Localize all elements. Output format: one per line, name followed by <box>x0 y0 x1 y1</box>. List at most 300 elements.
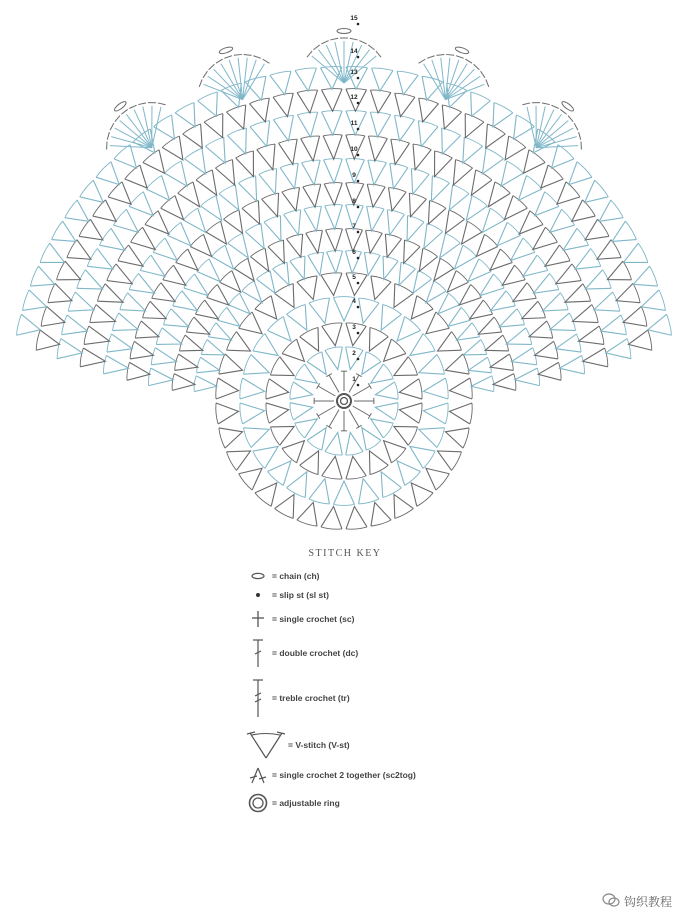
circle-round-2-chain <box>295 364 305 379</box>
fan-row-14 <box>30 266 54 286</box>
fan-row-14-chain <box>516 115 534 127</box>
row-number-10: 10 <box>350 146 358 153</box>
fan-row-11 <box>368 136 387 161</box>
fan-row-10 <box>523 255 548 276</box>
fan-row-6-chain <box>461 307 470 320</box>
fan-row-9 <box>428 201 446 225</box>
scallop-4-stitch <box>445 69 474 99</box>
fan-row-7-chain <box>286 234 302 239</box>
fan-row-14-chain <box>667 314 672 335</box>
fan-row-6 <box>197 357 220 372</box>
fan-row-7 <box>251 248 269 271</box>
fan-row-12 <box>550 209 575 232</box>
fan-row-13-chain <box>67 240 77 258</box>
fan-row-13 <box>395 93 415 116</box>
fan-row-6 <box>273 262 290 285</box>
fan-row-9-chain <box>514 265 525 280</box>
fan-row-9 <box>324 183 342 205</box>
fan-row-10 <box>534 273 559 293</box>
fan-row-9-chain <box>282 188 300 192</box>
scallop-5-stitch-top <box>551 105 558 108</box>
circle-round-3-chain <box>300 327 318 336</box>
fan-row-13-chain <box>41 306 47 326</box>
fan-row-9-chain <box>389 188 407 192</box>
fan-row-7-chain <box>234 258 248 268</box>
fan-row-7-chain <box>483 300 492 314</box>
fan-row-14-chain <box>659 290 665 310</box>
fan-row-13-chain <box>648 330 652 350</box>
fan-row-7 <box>485 335 508 351</box>
fan-row-7-chain <box>514 374 516 391</box>
scallop-1-stitch-top <box>129 105 136 108</box>
row-number-2: 2 <box>352 350 356 357</box>
fan-row-10-chain <box>259 169 277 175</box>
circle-round-4 <box>240 378 265 399</box>
fan-row-8 <box>511 348 536 365</box>
circle-round-3-chain <box>270 357 279 375</box>
scallop-2-stitch-top <box>199 79 202 86</box>
circle-round-4-chain <box>423 451 435 468</box>
fan-row-11 <box>161 196 184 220</box>
fan-row-10 <box>431 176 449 202</box>
fan-row-8 <box>454 245 476 269</box>
fan-row-10 <box>324 159 343 183</box>
fan-row-6 <box>308 252 324 275</box>
fan-row-7-chain <box>251 248 266 256</box>
fan-row-10-chain <box>523 238 535 252</box>
fan-row-10-chain <box>168 222 181 235</box>
key-row-treble-crochet <box>244 678 350 718</box>
scallop-2-stitch-top <box>224 56 232 59</box>
fan-row-9 <box>127 362 150 380</box>
fan-row-12-chain <box>77 270 86 289</box>
fan-row-14 <box>397 71 418 94</box>
scallop-5-stitch <box>527 107 536 148</box>
fan-row-7 <box>346 229 363 251</box>
fan-row-13 <box>370 90 390 113</box>
fan-row-10 <box>183 208 205 232</box>
fan-row-13-chain <box>419 98 439 104</box>
fan-row-9-chain <box>527 283 536 299</box>
slip-stitch-marker <box>357 231 360 234</box>
fan-row-7 <box>490 354 513 370</box>
fan-row-6-chain <box>308 252 324 255</box>
circle-round-2 <box>290 382 313 399</box>
fan-row-10-chain <box>582 356 585 374</box>
scallop-3-stitch-top <box>330 38 338 40</box>
circle-round-5 <box>321 506 342 528</box>
circle-round-5 <box>346 506 367 528</box>
circle-round-2 <box>375 382 398 399</box>
fan-row-9 <box>206 221 226 244</box>
fan-row-10 <box>201 196 222 221</box>
fan-row-10 <box>368 160 386 185</box>
fan-row-8 <box>149 368 174 386</box>
circle-round-5-chain <box>321 273 342 275</box>
fan-row-12-chain <box>627 339 631 359</box>
fan-row-11-chain <box>605 348 608 367</box>
fan-row-12-chain <box>562 209 575 225</box>
fan-row-12 <box>606 339 631 359</box>
fan-row-12 <box>563 228 588 250</box>
scallop-3-stitch-top <box>307 51 312 57</box>
circle-round-5 <box>219 354 243 374</box>
fan-row-10 <box>497 222 520 245</box>
circle-round-3-chain <box>282 339 297 354</box>
fan-row-8 <box>212 245 234 269</box>
circle-round-5-chain <box>452 332 462 351</box>
fan-row-11 <box>391 139 410 164</box>
fan-row-6-chain <box>197 357 201 372</box>
scallop-1-stitch-top <box>121 109 127 114</box>
fan-row-11-chain <box>495 182 510 193</box>
row-number-15: 15 <box>350 15 358 22</box>
fan-row-12-chain <box>68 292 75 311</box>
circle-round-4-chain <box>423 334 435 351</box>
fan-row-10 <box>280 163 298 188</box>
circle-round-5-chain <box>216 403 218 424</box>
fan-row-8 <box>515 368 540 386</box>
circle-round-2-chain <box>366 440 381 450</box>
scallop-4-stitch-top <box>465 59 472 63</box>
circle-round-3-chain <box>266 403 269 423</box>
fan-row-10-chain <box>453 185 469 194</box>
fan-row-12 <box>297 112 317 137</box>
circle-round-5-chain <box>239 474 252 490</box>
fan-row-8-chain <box>148 368 150 386</box>
fan-row-6-chain <box>418 271 431 280</box>
slip-stitch-marker <box>357 56 360 59</box>
fan-row-11 <box>573 305 599 323</box>
fan-row-8-chain <box>173 291 182 306</box>
fan-row-8 <box>151 348 176 365</box>
scallop-3-chain <box>337 29 351 34</box>
fan-row-8-chain <box>156 328 162 345</box>
circle-round-4-chain <box>240 403 243 424</box>
slip-stitch-marker <box>357 306 360 309</box>
circle-round-3 <box>399 403 422 423</box>
circle-round-5-chain <box>452 452 462 471</box>
fan-row-9-chain <box>559 362 562 380</box>
scallop-2-stitch-top <box>244 54 252 55</box>
fan-row-12 <box>99 228 124 250</box>
fan-row-14-chain <box>577 162 592 177</box>
fan-row-9 <box>135 321 159 338</box>
fan-row-8 <box>506 328 531 345</box>
fan-row-13 <box>41 306 65 326</box>
round-1-stitch <box>329 410 339 427</box>
fan-row-12-chain <box>273 115 293 119</box>
fan-row-13-chain <box>509 136 526 147</box>
fan-row-8 <box>480 274 504 296</box>
fan-row-6 <box>399 262 416 285</box>
fan-row-6 <box>327 251 343 273</box>
fan-row-6 <box>438 293 459 314</box>
fan-row-10-chain <box>107 334 111 352</box>
fan-row-13 <box>297 90 317 113</box>
circle-round-5-chain <box>470 403 472 424</box>
circle-round-4 <box>268 317 291 342</box>
fan-row-6 <box>257 271 275 294</box>
scallop-4-stitch-top <box>419 59 426 63</box>
circle-round-3-chain <box>419 403 422 423</box>
row-number-11: 11 <box>350 120 358 127</box>
scallop-2-chain <box>219 46 234 55</box>
fan-row-14-chain <box>397 71 418 75</box>
fan-row-10-chain <box>390 163 408 167</box>
fan-row-9-chain <box>554 341 558 359</box>
scallop-5-stitch-top <box>522 103 530 105</box>
circle-round-3 <box>346 323 366 346</box>
fan-row-13 <box>226 105 245 129</box>
circle-round-5-chain <box>417 296 433 309</box>
scallop-3-stitch-top <box>350 38 358 40</box>
row-number-6: 6 <box>352 249 356 256</box>
key-label-adjustable-ring: = adjustable ring <box>272 798 340 808</box>
fan-row-13 <box>616 283 640 302</box>
scallop-1-stitch <box>152 107 161 148</box>
fan-row-10-chain <box>537 255 548 270</box>
key-label-double-crochet: = double crochet (dc) <box>272 648 359 658</box>
circle-round-3 <box>282 339 304 361</box>
circle-round-5-chain <box>463 428 469 448</box>
slip-stitch-marker <box>357 206 360 209</box>
circle-round-4-chain <box>333 504 354 505</box>
fan-row-13-chain <box>633 283 640 302</box>
circle-round-5 <box>321 273 342 295</box>
fan-row-9-chain <box>127 362 130 380</box>
scallop-3-stitch-top <box>359 41 366 44</box>
circle-round-3 <box>322 456 342 479</box>
fan-row-13 <box>36 330 59 350</box>
circle-round-2-chain <box>290 382 294 399</box>
fan-row-9-chain <box>152 283 161 299</box>
single-crochet-icon <box>244 610 272 628</box>
fan-row-6 <box>468 357 491 372</box>
key-row-sc2tog <box>244 766 416 784</box>
fan-row-10-chain <box>183 208 197 220</box>
fan-row-9 <box>152 283 175 302</box>
circle-round-5-chain <box>227 452 237 471</box>
fan-row-13-chain <box>273 93 293 97</box>
circle-round-5 <box>297 502 317 526</box>
fan-row-12 <box>418 121 438 147</box>
circle-round-3-chain <box>266 379 269 399</box>
key-row-single-crochet <box>244 610 354 628</box>
fan-row-13-chain <box>48 283 55 302</box>
circle-round-2 <box>346 432 363 455</box>
fan-row-6 <box>194 376 217 392</box>
fan-row-9-chain <box>409 193 426 199</box>
scallop-1-stitch-top <box>107 132 109 140</box>
fan-row-12-chain <box>526 176 541 189</box>
scallop-2-stitch-top <box>263 59 270 63</box>
circle-round-3-chain <box>300 465 318 474</box>
round-1-stitch-top <box>356 425 361 428</box>
circle-round-4 <box>268 461 291 486</box>
fan-row-14-chain <box>471 92 491 101</box>
fan-row-11 <box>583 348 608 367</box>
circle-round-5-chain <box>275 284 294 294</box>
fan-row-7 <box>306 230 323 253</box>
slip-stitch-icon <box>244 590 272 600</box>
fan-row-9 <box>163 265 186 285</box>
fan-row-10 <box>129 273 154 293</box>
scallop-5-stitch-top <box>568 116 573 122</box>
fan-row-13-chain <box>108 182 122 197</box>
circle-round-5-chain <box>219 428 225 448</box>
fan-row-10 <box>168 222 191 245</box>
key-label-single-crochet: = single crochet (sc) <box>272 614 355 624</box>
fan-row-6 <box>471 376 494 392</box>
row-number-5: 5 <box>352 274 356 281</box>
slip-stitch-marker <box>357 77 360 80</box>
circle-round-4 <box>397 461 420 486</box>
fan-row-12 <box>205 137 225 163</box>
circle-round-5 <box>219 428 243 448</box>
fan-row-8-chain <box>533 348 537 365</box>
fan-row-10-chain <box>103 356 106 374</box>
fan-row-14-chain <box>625 221 636 239</box>
key-row-v-stitch <box>244 730 350 760</box>
fan-row-12-chain <box>113 209 126 225</box>
fan-row-12 <box>463 137 483 163</box>
row-number-12: 12 <box>350 94 358 101</box>
fan-row-9-chain <box>130 341 134 359</box>
fan-row-14 <box>641 290 665 310</box>
circle-round-4 <box>333 481 354 504</box>
fan-row-9 <box>409 193 426 217</box>
fan-row-12-chain <box>591 248 601 266</box>
circle-round-5 <box>346 273 367 295</box>
fan-row-12-chain <box>205 137 223 146</box>
fan-row-14-chain <box>611 200 623 218</box>
scallop-3-stitch-top <box>313 45 319 50</box>
key-label-v-stitch: = V-stitch (V-st) <box>288 740 350 750</box>
circle-round-4-chain <box>244 428 251 448</box>
fan-row-11-chain <box>476 170 492 180</box>
fan-row-6 <box>201 340 224 355</box>
fan-row-13-chain <box>611 240 621 258</box>
fan-row-12 <box>250 121 270 147</box>
fan-row-6-chain <box>290 256 305 261</box>
circle-round-3-chain <box>391 448 406 463</box>
fan-row-9-chain <box>367 184 385 187</box>
slip-stitch-marker <box>357 128 360 131</box>
fan-row-13-chain <box>529 150 545 163</box>
fan-row-13-chain <box>162 136 179 147</box>
circle-round-2-chain <box>383 423 393 438</box>
adjustable-ring-icon <box>244 792 272 814</box>
fan-row-13 <box>442 105 461 129</box>
circle-round-5-chain <box>219 354 225 374</box>
fan-row-8-chain <box>463 245 477 256</box>
scallop-5-stitch-top <box>542 103 550 105</box>
fan-row-14-chain <box>295 68 316 71</box>
fan-row-6-chain <box>242 281 254 291</box>
fan-row-7-chain <box>494 317 502 332</box>
fan-row-13 <box>273 93 293 116</box>
scallop-3-stitch-top <box>368 45 374 50</box>
fan-row-10-chain <box>302 160 320 163</box>
fan-row-10 <box>560 356 585 374</box>
fan-row-10 <box>219 185 239 210</box>
fan-row-14-chain <box>372 68 393 71</box>
fan-row-14-chain <box>17 314 22 335</box>
fan-row-13-chain <box>487 124 505 134</box>
scallop-5-stitch-top <box>560 109 566 114</box>
fan-row-6 <box>413 271 431 294</box>
fan-row-8 <box>156 328 181 345</box>
scallop-3-stitch-top <box>321 41 328 44</box>
circle-round-5 <box>445 354 469 374</box>
circle-round-5-chain <box>470 378 472 399</box>
key-label-sc2tog: = single crochet 2 together (sc2tog) <box>272 770 416 780</box>
fan-row-11 <box>301 136 320 161</box>
fan-row-7-chain <box>440 258 454 268</box>
circle-round-4 <box>423 403 448 424</box>
fan-row-12-chain <box>395 115 415 119</box>
circle-round-5-chain <box>255 493 271 506</box>
fan-row-13 <box>48 283 72 302</box>
circle-round-4 <box>240 403 265 424</box>
fan-row-6-chain <box>218 307 227 320</box>
fan-row-7 <box>196 300 219 319</box>
fan-row-9-chain <box>190 234 203 246</box>
fan-row-10 <box>259 169 277 195</box>
fan-row-8-chain <box>446 233 461 243</box>
fan-row-12-chain <box>165 161 182 173</box>
fan-row-8-chain <box>387 210 404 215</box>
fan-row-7 <box>220 271 241 293</box>
treble-crochet-icon <box>244 678 272 718</box>
circle-round-4-chain <box>244 354 251 374</box>
circle-round-5 <box>216 378 238 399</box>
fan-row-8-chain <box>151 348 155 365</box>
round-1-stitch-top <box>326 374 331 377</box>
fan-row-9-chain <box>224 210 239 219</box>
circle-round-5-chain <box>297 276 317 282</box>
circle-round-3-chain <box>408 427 417 445</box>
circle-round-2 <box>325 347 342 370</box>
fan-row-8 <box>424 223 443 248</box>
fan-row-7-chain <box>326 229 343 230</box>
fan-row-13-chain <box>226 105 245 112</box>
scallop-1-stitch-top <box>115 116 120 122</box>
fan-row-9 <box>367 184 385 207</box>
fan-row-10 <box>104 356 129 374</box>
fan-row-11 <box>435 151 453 177</box>
circle-round-5-chain <box>395 284 414 294</box>
round-1-stitch-top <box>317 383 320 388</box>
fan-row-8 <box>228 233 249 258</box>
fan-row-8-chain <box>479 259 491 272</box>
fan-row-12 <box>594 292 620 311</box>
circle-round-4 <box>419 354 445 374</box>
circle-round-5 <box>216 403 238 424</box>
fan-row-10-chain <box>153 238 165 252</box>
fan-row-8-chain <box>537 368 539 386</box>
fan-row-7 <box>234 258 254 281</box>
fan-row-10-chain <box>280 163 298 167</box>
round-1-stitch <box>349 410 359 427</box>
fan-row-12-chain <box>250 121 270 127</box>
fan-row-8 <box>184 274 208 296</box>
fan-row-8 <box>367 206 384 231</box>
circle-round-5-chain <box>463 354 469 374</box>
fan-row-10 <box>120 293 146 311</box>
fan-row-12 <box>113 209 138 232</box>
